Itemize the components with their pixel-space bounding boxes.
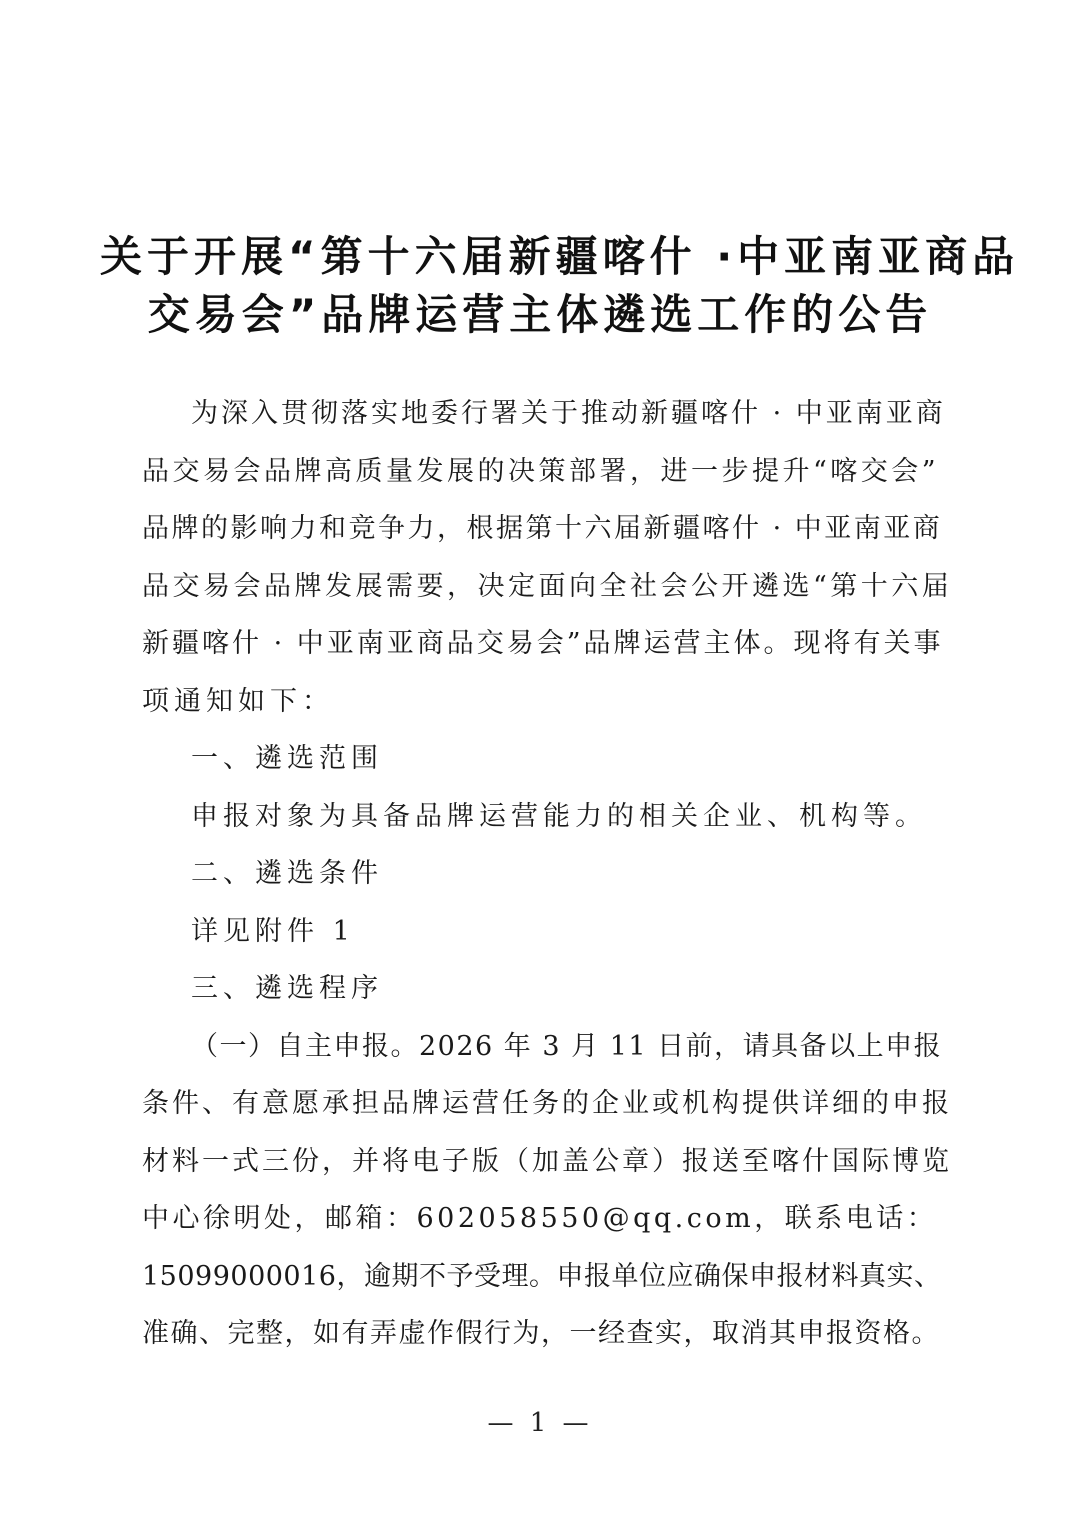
paragraph-line: 材料一式三份，并将电子版（加盖公章）报送至喀什国际博览 <box>142 1145 952 1177</box>
section-heading-scope: 一、遴选范围 <box>191 743 383 774</box>
title-line-2: 交易会”品牌运营主体遴选工作的公告 <box>147 289 933 339</box>
document-title <box>100 228 1020 343</box>
paragraph-line: 品交易会品牌高质量发展的决策部署，进一步提升“喀交会” <box>142 455 940 487</box>
paragraph-line: 新疆喀什 · 中亚南亚商品交易会”品牌运营主体。现将有关事 <box>142 628 944 659</box>
paragraph-line: 项通知如下： <box>142 685 334 717</box>
section-heading-conditions: 二、遴选条件 <box>191 858 383 889</box>
paragraph-line: 品牌的影响力和竞争力，根据第十六届新疆喀什 · 中亚南亚商 <box>142 513 943 544</box>
paragraph-line: 准确、完整，如有弄虚作假行为，一经查实，取消其申报资格。 <box>142 1318 940 1349</box>
paragraph-line: 为深入贯彻落实地委行署关于推动新疆喀什 · 中亚南亚商 <box>191 398 946 429</box>
paragraph-line: 品交易会品牌发展需要，决定面向全社会公开遴选“第十六届 <box>142 570 953 602</box>
conditions-paragraph: 详见附件 1 <box>191 915 355 947</box>
paragraph-line: 条件、有意愿承担品牌运营任务的企业或机构提供详细的申报 <box>142 1088 952 1119</box>
paragraph-line: 15099000016，逾期不予受理。申报单位应确保申报材料真实、 <box>142 1260 942 1292</box>
section-heading-procedure: 三、遴选程序 <box>191 973 383 1004</box>
paragraph-line: （一）自主申报。2026 年 3 月 11 日前，请具备以上申报 <box>191 1030 943 1062</box>
paragraph-line: 中心徐明处，邮箱：602058550@qq.com，联系电话： <box>142 1203 938 1234</box>
title-line-1: 关于开展“第十六届新疆喀什 ·中亚南亚商品 <box>100 232 1020 281</box>
page-number: — 1 — <box>487 1408 593 1438</box>
scope-paragraph: 申报对象为具备品牌运营能力的相关企业、机构等。 <box>191 800 927 832</box>
document-body <box>142 385 952 1363</box>
intro-paragraph <box>142 385 952 730</box>
procedure-paragraph <box>142 1018 952 1363</box>
